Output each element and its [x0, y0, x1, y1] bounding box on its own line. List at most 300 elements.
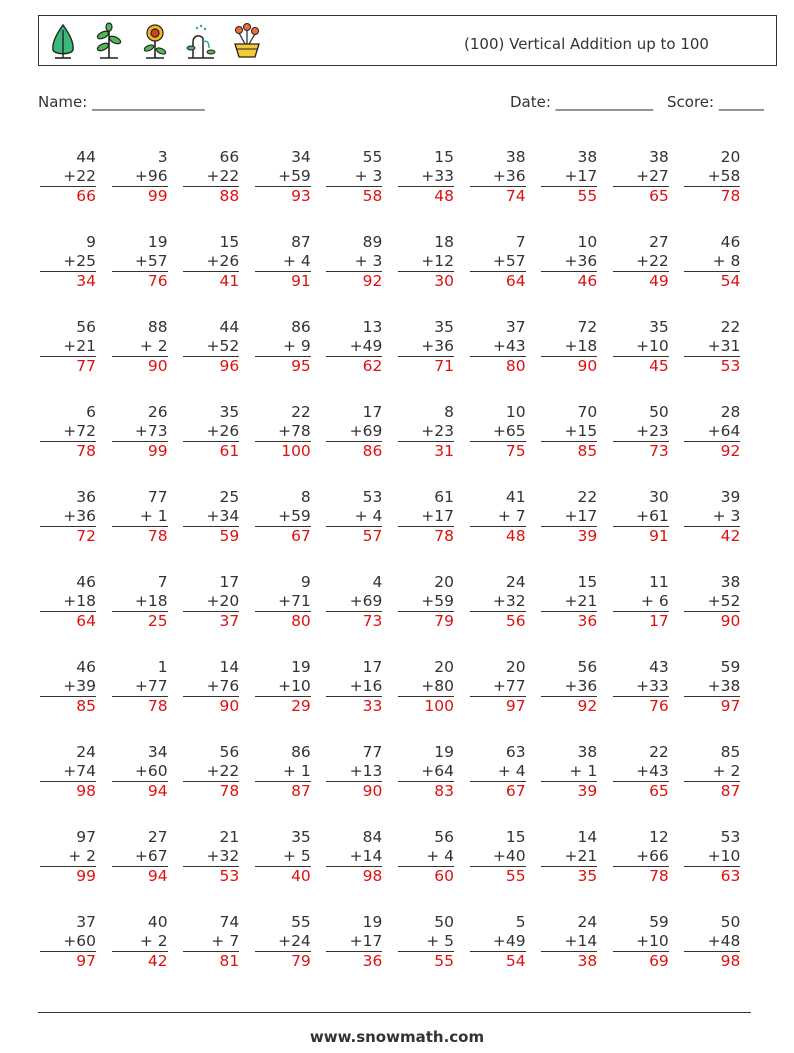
- addend-top: 15: [219, 233, 240, 251]
- addition-problem: [470, 148, 526, 205]
- answer: 97: [40, 951, 96, 970]
- addend-bottom: + 7: [211, 932, 240, 950]
- addend-bottom: +49: [492, 932, 526, 950]
- addition-problem: [613, 743, 669, 800]
- answer: 53: [183, 866, 239, 885]
- watering-can-icon: [185, 22, 217, 60]
- addition-problem: [398, 573, 454, 630]
- addend-top: 53: [720, 828, 741, 846]
- addition-problem: [326, 658, 382, 715]
- addend-top: 10: [577, 233, 598, 251]
- answer: 37: [183, 611, 239, 630]
- addition-problem: [40, 148, 96, 205]
- answer: 36: [541, 611, 597, 630]
- addend-top: 87: [291, 233, 311, 251]
- addend-bottom: +76: [206, 677, 240, 695]
- addition-problem: [255, 403, 311, 460]
- answer: 73: [326, 611, 382, 630]
- answer: 90: [183, 696, 239, 715]
- addition-problem: [613, 233, 669, 290]
- addend-bottom: +21: [564, 592, 598, 610]
- addition-problem: [541, 318, 597, 375]
- addition-problem: [541, 743, 597, 800]
- addition-problem: [183, 573, 239, 630]
- addition-problem: [470, 658, 526, 715]
- addend-bottom: +20: [206, 592, 240, 610]
- answer: 41: [183, 271, 239, 290]
- addend-bottom: + 8: [712, 252, 741, 270]
- answer: 67: [255, 526, 311, 545]
- date-field[interactable]: Date: _____________: [510, 93, 654, 111]
- addend-top: 9: [300, 573, 311, 591]
- addend-top: 25: [219, 488, 240, 506]
- addend-top: 50: [720, 913, 741, 931]
- answer: 38: [541, 951, 597, 970]
- addend-top: 56: [434, 828, 454, 846]
- answer: 76: [613, 696, 669, 715]
- addend-bottom: +23: [636, 422, 669, 440]
- addend-top: 24: [505, 573, 526, 591]
- addend-top: 20: [720, 148, 741, 166]
- addend-bottom: +60: [63, 932, 96, 950]
- addend-bottom: +58: [707, 167, 741, 185]
- addend-top: 11: [649, 573, 669, 591]
- addend-top: 84: [362, 828, 383, 846]
- addend-top: 18: [434, 233, 454, 251]
- addition-problem: [684, 743, 740, 800]
- addend-top: 77: [362, 743, 383, 761]
- addend-bottom: +36: [564, 252, 598, 270]
- addend-bottom: +18: [63, 592, 96, 610]
- answer: 90: [541, 356, 597, 375]
- addend-bottom: +49: [349, 337, 383, 355]
- addition-problem: [684, 488, 740, 545]
- addend-top: 19: [362, 913, 383, 931]
- addition-problem: [541, 403, 597, 460]
- addend-bottom: +59: [278, 167, 311, 185]
- addend-top: 74: [219, 913, 240, 931]
- answer: 93: [255, 186, 311, 205]
- answer: 90: [112, 356, 168, 375]
- addition-problem: [326, 233, 382, 290]
- addition-problem: [255, 148, 311, 205]
- addition-problem: [398, 233, 454, 290]
- answer: 65: [613, 781, 669, 800]
- addition-problem: [684, 148, 740, 205]
- addend-top: 56: [577, 658, 598, 676]
- addend-bottom: +96: [134, 167, 168, 185]
- answer: 71: [398, 356, 454, 375]
- addition-problem: [541, 148, 597, 205]
- answer: 54: [684, 271, 740, 290]
- addend-bottom: +17: [564, 167, 598, 185]
- addend-bottom: +40: [492, 847, 526, 865]
- addend-top: 6: [86, 403, 96, 421]
- addend-top: 17: [362, 403, 383, 421]
- addition-problem: [112, 233, 168, 290]
- answer: 35: [541, 866, 597, 885]
- addend-bottom: +16: [349, 677, 383, 695]
- answer: 39: [541, 781, 597, 800]
- tree-icon: [47, 22, 79, 60]
- answer: 97: [684, 696, 740, 715]
- addition-problem: [613, 148, 669, 205]
- addend-bottom: +52: [206, 337, 240, 355]
- addition-problem: [255, 488, 311, 545]
- addend-bottom: +64: [707, 422, 741, 440]
- addend-bottom: + 4: [354, 507, 383, 525]
- addend-top: 38: [505, 148, 526, 166]
- addition-problem: [255, 573, 311, 630]
- addend-bottom: +32: [492, 592, 526, 610]
- addend-bottom: +12: [421, 252, 454, 270]
- addend-top: 9: [86, 233, 96, 251]
- addition-problem: [470, 828, 526, 885]
- addend-top: 35: [291, 828, 311, 846]
- addend-top: 66: [219, 148, 240, 166]
- addend-top: 22: [720, 318, 741, 336]
- addend-top: 46: [76, 573, 96, 591]
- addend-top: 56: [76, 318, 96, 336]
- addition-problem: [684, 403, 740, 460]
- addend-top: 37: [505, 318, 526, 336]
- addend-bottom: + 1: [569, 762, 598, 780]
- answer: 33: [326, 696, 382, 715]
- addend-bottom: +24: [278, 932, 311, 950]
- addition-problem: [112, 403, 168, 460]
- addition-problem: [255, 743, 311, 800]
- addition-problem: [613, 913, 669, 970]
- name-field[interactable]: Name: _______________: [38, 93, 205, 111]
- answer: 87: [255, 781, 311, 800]
- addition-problem: [684, 658, 740, 715]
- addend-bottom: +36: [421, 337, 454, 355]
- sprout-icon: [93, 22, 125, 60]
- addend-top: 35: [219, 403, 240, 421]
- answer: 56: [470, 611, 526, 630]
- header-icons: [47, 22, 263, 60]
- score-field[interactable]: Score: ______: [667, 93, 764, 111]
- addend-top: 34: [147, 743, 168, 761]
- addend-top: 26: [147, 403, 168, 421]
- sunflower-icon: [139, 22, 171, 60]
- addend-top: 28: [720, 403, 741, 421]
- addend-bottom: +71: [278, 592, 311, 610]
- answer: 57: [326, 526, 382, 545]
- addend-top: 22: [577, 488, 598, 506]
- addition-problem: [613, 318, 669, 375]
- addend-bottom: +26: [206, 252, 240, 270]
- addend-bottom: +18: [564, 337, 598, 355]
- answer: 64: [470, 271, 526, 290]
- addition-problem: [40, 743, 96, 800]
- answer: 55: [541, 186, 597, 205]
- addition-problem: [684, 828, 740, 885]
- addend-bottom: +39: [63, 677, 96, 695]
- answer: 78: [183, 781, 239, 800]
- addition-problem: [255, 828, 311, 885]
- addend-top: 50: [434, 913, 454, 931]
- addend-bottom: +48: [707, 932, 741, 950]
- addend-top: 46: [76, 658, 96, 676]
- addend-bottom: +27: [636, 167, 669, 185]
- answer: 85: [40, 696, 96, 715]
- addition-problem: [470, 318, 526, 375]
- addend-top: 55: [362, 148, 383, 166]
- answer: 79: [255, 951, 311, 970]
- addend-bottom: +36: [492, 167, 526, 185]
- addend-top: 41: [505, 488, 526, 506]
- addition-problem: [255, 318, 311, 375]
- addend-bottom: +14: [564, 932, 598, 950]
- addend-top: 24: [76, 743, 96, 761]
- addition-problem: [613, 573, 669, 630]
- addition-problem: [112, 148, 168, 205]
- addition-problem: [183, 233, 239, 290]
- addend-bottom: + 1: [283, 762, 311, 780]
- addend-top: 37: [76, 913, 96, 931]
- answer: 48: [470, 526, 526, 545]
- addend-top: 38: [720, 573, 741, 591]
- addend-bottom: +61: [636, 507, 669, 525]
- addend-top: 10: [505, 403, 526, 421]
- addend-bottom: +57: [492, 252, 526, 270]
- addend-top: 38: [577, 148, 598, 166]
- answer: 73: [613, 441, 669, 460]
- addition-problem: [398, 148, 454, 205]
- addition-problem: [398, 488, 454, 545]
- answer: 78: [684, 186, 740, 205]
- answer: 78: [613, 866, 669, 885]
- addend-bottom: +43: [636, 762, 669, 780]
- answer: 99: [112, 186, 168, 205]
- header-box: [38, 15, 777, 66]
- answer: 88: [183, 186, 239, 205]
- addend-bottom: +17: [349, 932, 383, 950]
- addition-problem: [613, 828, 669, 885]
- addend-bottom: +59: [278, 507, 311, 525]
- addend-bottom: + 3: [354, 167, 383, 185]
- answer: 95: [255, 356, 311, 375]
- addend-top: 13: [362, 318, 383, 336]
- addend-bottom: +23: [421, 422, 454, 440]
- addend-bottom: +77: [492, 677, 526, 695]
- answer: 100: [255, 441, 311, 460]
- addend-top: 50: [649, 403, 669, 421]
- addend-bottom: +10: [636, 337, 669, 355]
- addend-bottom: +21: [63, 337, 96, 355]
- addend-top: 30: [649, 488, 669, 506]
- addend-bottom: +33: [636, 677, 669, 695]
- addend-bottom: +67: [134, 847, 168, 865]
- addition-problem: [183, 658, 239, 715]
- addend-top: 86: [291, 318, 311, 336]
- addend-top: 77: [147, 488, 168, 506]
- footer-divider: [38, 1012, 751, 1013]
- addend-bottom: +22: [206, 762, 240, 780]
- addend-bottom: +59: [421, 592, 454, 610]
- answer: 77: [40, 356, 96, 375]
- addend-top: 89: [362, 233, 383, 251]
- addition-problem: [541, 828, 597, 885]
- answer: 76: [112, 271, 168, 290]
- answer: 46: [541, 271, 597, 290]
- answer: 78: [112, 526, 168, 545]
- addition-problem: [40, 573, 96, 630]
- addition-problem: [112, 913, 168, 970]
- addition-problem: [112, 743, 168, 800]
- addition-problem: [398, 318, 454, 375]
- addend-bottom: +65: [492, 422, 526, 440]
- addition-problem: [684, 573, 740, 630]
- addend-top: 27: [649, 233, 669, 251]
- addend-top: 8: [300, 488, 311, 506]
- addend-bottom: + 4: [426, 847, 454, 865]
- addend-top: 3: [157, 148, 168, 166]
- addend-bottom: +72: [63, 422, 96, 440]
- answer: 80: [255, 611, 311, 630]
- addend-bottom: + 2: [139, 337, 168, 355]
- footer-site: www.snowmath.com: [309, 1028, 485, 1046]
- answer: 74: [470, 186, 526, 205]
- addend-top: 1: [157, 658, 168, 676]
- addition-problem: [255, 913, 311, 970]
- addition-problem: [541, 658, 597, 715]
- addend-top: 38: [577, 743, 598, 761]
- addition-problem: [112, 573, 168, 630]
- worksheet-title: (100) Vertical Addition up to 100: [464, 35, 709, 53]
- addition-problem: [398, 913, 454, 970]
- answer: 62: [326, 356, 382, 375]
- addend-bottom: + 1: [139, 507, 168, 525]
- answer: 86: [326, 441, 382, 460]
- addend-top: 8: [444, 403, 454, 421]
- addend-top: 22: [291, 403, 311, 421]
- addend-bottom: +73: [134, 422, 168, 440]
- answer: 59: [183, 526, 239, 545]
- addend-bottom: +36: [564, 677, 598, 695]
- addend-bottom: +26: [206, 422, 240, 440]
- answer: 90: [684, 611, 740, 630]
- addend-bottom: +78: [278, 422, 311, 440]
- addend-top: 14: [219, 658, 240, 676]
- answer: 83: [398, 781, 454, 800]
- addend-top: 70: [577, 403, 598, 421]
- addend-bottom: + 5: [426, 932, 454, 950]
- answer: 69: [613, 951, 669, 970]
- addend-top: 97: [76, 828, 96, 846]
- answer: 92: [541, 696, 597, 715]
- answer: 48: [398, 186, 454, 205]
- addend-bottom: +22: [206, 167, 240, 185]
- addition-problem: [470, 488, 526, 545]
- addend-bottom: + 9: [283, 337, 311, 355]
- addition-problem: [326, 148, 382, 205]
- addition-problem: [40, 488, 96, 545]
- addend-bottom: +10: [636, 932, 669, 950]
- addend-bottom: +77: [134, 677, 168, 695]
- addition-problem: [541, 573, 597, 630]
- answer: 29: [255, 696, 311, 715]
- addend-top: 72: [577, 318, 598, 336]
- addition-problem: [183, 148, 239, 205]
- addition-problem: [112, 488, 168, 545]
- answer: 90: [326, 781, 382, 800]
- answer: 66: [40, 186, 96, 205]
- addend-bottom: +15: [564, 422, 598, 440]
- addend-top: 63: [505, 743, 526, 761]
- answer: 30: [398, 271, 454, 290]
- addend-bottom: +33: [421, 167, 454, 185]
- addition-problem: [326, 403, 382, 460]
- addend-bottom: +31: [707, 337, 741, 355]
- addend-top: 59: [720, 658, 741, 676]
- answer: 98: [40, 781, 96, 800]
- addition-problem: [684, 233, 740, 290]
- addend-top: 15: [505, 828, 526, 846]
- answer: 81: [183, 951, 239, 970]
- addition-problem: [541, 488, 597, 545]
- addend-bottom: + 4: [283, 252, 311, 270]
- addend-bottom: +80: [421, 677, 454, 695]
- answer: 78: [398, 526, 454, 545]
- addition-problem: [326, 488, 382, 545]
- addend-top: 44: [219, 318, 240, 336]
- addend-top: 35: [434, 318, 454, 336]
- answer: 78: [40, 441, 96, 460]
- addition-problem: [112, 658, 168, 715]
- addition-problem: [40, 318, 96, 375]
- addend-top: 20: [434, 573, 454, 591]
- answer: 87: [684, 781, 740, 800]
- addend-top: 55: [291, 913, 311, 931]
- addend-top: 24: [577, 913, 598, 931]
- addend-top: 40: [147, 913, 168, 931]
- answer: 55: [398, 951, 454, 970]
- answer: 91: [255, 271, 311, 290]
- answer: 64: [40, 611, 96, 630]
- answer: 40: [255, 866, 311, 885]
- addend-bottom: +10: [707, 847, 741, 865]
- addend-top: 44: [76, 148, 96, 166]
- addend-bottom: + 6: [641, 592, 669, 610]
- addend-bottom: +13: [349, 762, 383, 780]
- addend-bottom: +22: [636, 252, 669, 270]
- addition-problem: [613, 488, 669, 545]
- answer: 79: [398, 611, 454, 630]
- addend-top: 22: [649, 743, 669, 761]
- answer: 65: [613, 186, 669, 205]
- answer: 99: [112, 441, 168, 460]
- addend-bottom: +43: [492, 337, 526, 355]
- addend-top: 15: [434, 148, 454, 166]
- addend-bottom: + 2: [139, 932, 168, 950]
- addition-problem: [255, 233, 311, 290]
- addend-top: 4: [372, 573, 383, 591]
- addition-problem: [470, 573, 526, 630]
- addend-bottom: + 5: [283, 847, 311, 865]
- answer: 85: [541, 441, 597, 460]
- addition-problem: [183, 488, 239, 545]
- addition-problem: [40, 233, 96, 290]
- addition-problem: [470, 233, 526, 290]
- addend-bottom: +21: [564, 847, 598, 865]
- addend-bottom: +17: [421, 507, 454, 525]
- answer: 63: [684, 866, 740, 885]
- answer: 92: [326, 271, 382, 290]
- addition-problem: [40, 828, 96, 885]
- addition-problem: [183, 403, 239, 460]
